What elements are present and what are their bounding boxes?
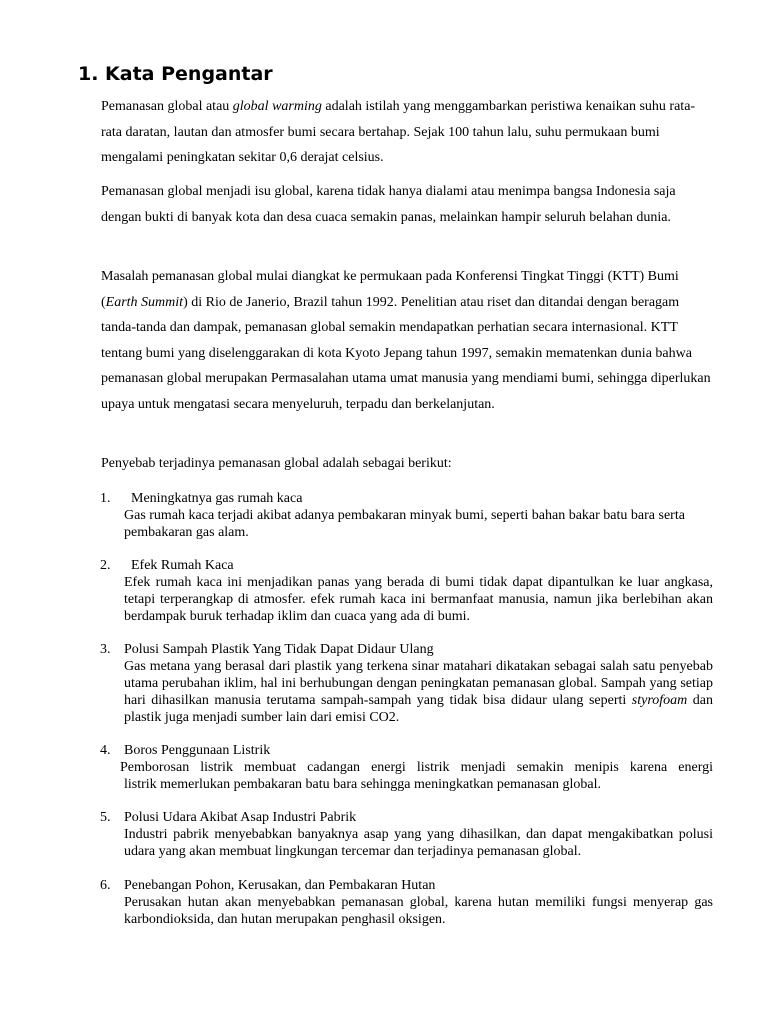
section-heading: 1. Kata Pengantar — [78, 63, 273, 85]
list-item-description — [120, 759, 713, 793]
list-number: 4. — [100, 743, 111, 758]
list-item — [100, 742, 713, 793]
list-item-title-row — [100, 877, 713, 894]
paragraph-text: Masalah pemanasan global mulai diangkat ke permukaan pada Konferensi Tingkat Tinggi (KTT) Bumi ( — [101, 269, 679, 310]
list-item-title-row — [100, 742, 713, 759]
description-emphasis: styrofoam — [631, 693, 688, 708]
paragraph-text: ) di Rio de Janerio, Brazil tahun 1992. Penelitian atau riset dan ditandai dengan beragam tanda-tanda dan dampak, pemanasan global semakin mendapatkan perhatian secara internasional. KTT tentang bumi yang diselenggarakan di kota Kyoto Jepang tahun 1997, semakin mematenkan dunia bahwa pemanasan global merupakan Permasalahan utama umat manusia yang mendiami bumi, sehingga diperlukan upaya untuk mengatasi secara menyeluruh, terpadu dan berkelanjutan. — [101, 294, 711, 412]
list-item-title: Polusi Sampah Plastik Yang Tidak Dapat Didaur Ulang — [124, 642, 434, 657]
list-item-description: Efek rumah kaca ini menjadikan panas yang berada di bumi tidak dapat dipantulkan ke luar angkasa, tetapi terperangkap di atmosfer. efek rumah kaca ini bermanfaat manusia, namun jika berlebihan akan berdampak buruk terhadap iklim dan cuaca yang ada di bumi. — [124, 575, 713, 624]
paragraph-text: Pemanasan global atau — [101, 99, 233, 114]
causes-intro: Penyebab terjadinya pemanasan global adalah sebagai berikut: — [101, 456, 452, 471]
list-item-description: Gas rumah kaca terjadi akibat adanya pembakaran minyak bumi, seperti bahan bakar batu bara serta pembakaran gas alam. — [124, 508, 685, 540]
list-item-title: Boros Penggunaan Listrik — [124, 743, 271, 758]
list-number: 6. — [100, 878, 111, 893]
list-item — [100, 557, 713, 625]
list-number: 5. — [100, 810, 111, 825]
description-text: dan plastik juga menjadi sumber lain dari emisi CO2. — [124, 693, 713, 725]
description-line: Pemborosan listrik membuat cadangan energi listrik menjadi semakin menipis karena energi — [120, 760, 713, 775]
list-number: 1. — [100, 491, 111, 506]
list-item-title: Meningkatnya gas rumah kaca — [131, 491, 303, 506]
paragraph-emphasis: Earth Summit — [105, 294, 184, 310]
list-item — [100, 641, 713, 726]
paragraph-emphasis: global warming — [232, 99, 322, 114]
description-text: Gas metana yang berasal dari plastik yang terkena sinar matahari dikatakan sebagai salah satu penyebab utama perubahan iklim, hal ini berhubungan dengan peningkatan pemanasan global. Sampah yang setiap hari dihasilkan manusia terutama sampah-sampah yang tidak bisa didaur ulang seperti — [124, 659, 713, 708]
paragraph-global-issue: Pemanasan global menjadi isu global, karena tidak hanya dialami atau menimpa bangsa Indonesia saja dengan bukti di banyak kota dan desa cuaca semakin panas, melainkan hampir seluruh belahan dunia. — [101, 184, 676, 225]
list-item — [100, 809, 713, 860]
list-item-title-row — [100, 809, 713, 826]
list-item-title: Efek Rumah Kaca — [131, 558, 234, 573]
list-item — [100, 877, 713, 928]
list-item-description: Perusakan hutan akan menyebabkan pemanasan global, karena hutan memiliki fungsi menyerap gas karbondioksida, dan hutan merupakan penghasil oksigen. — [124, 895, 713, 927]
list-number: 3. — [100, 642, 111, 657]
list-item-title-row — [100, 557, 713, 574]
list-item-title-row — [100, 490, 713, 507]
paragraph-earth-summit — [101, 264, 713, 417]
list-item-title-row — [100, 641, 713, 658]
list-item — [100, 490, 713, 541]
description-line: listrik memerlukan pembakaran batu bara sehingga meningkatkan pemanasan global. — [124, 777, 602, 792]
list-number: 2. — [100, 558, 111, 573]
list-item-description: Industri pabrik menyebabkan banyaknya asap yang yang dihasilkan, dan dapat mengakibatkan polusi udara yang akan membuat lingkungan tercemar dan terjadinya pemanasan global. — [124, 827, 713, 859]
list-item-title: Penebangan Pohon, Kerusakan, dan Pembakaran Hutan — [124, 878, 436, 893]
paragraph-global-warming-definition — [101, 94, 713, 171]
paragraph-text: adalah istilah yang menggambarkan peristiwa kenaikan suhu rata-rata daratan, lautan dan atmosfer bumi secara bertahap. Sejak 100 tahun lalu, suhu permukaan bumi mengalami peningkatan sekitar 0,6 derajat celsius. — [101, 99, 696, 165]
list-item-title: Polusi Udara Akibat Asap Industri Pabrik — [124, 810, 357, 825]
list-item-description — [124, 658, 713, 726]
